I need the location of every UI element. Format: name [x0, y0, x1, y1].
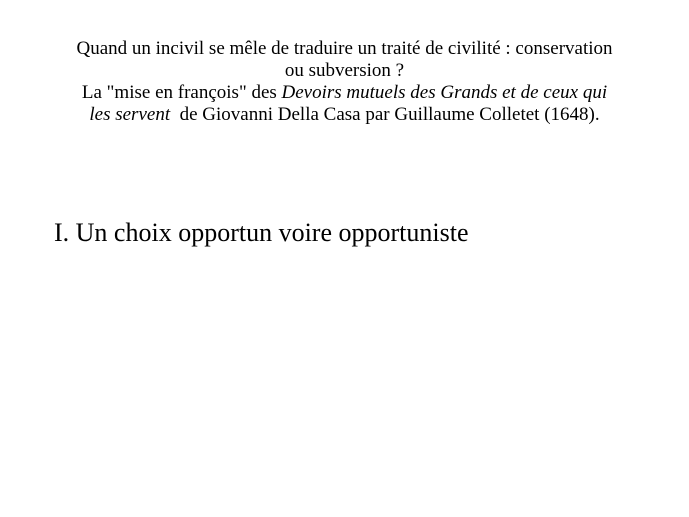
title-line-3-prefix: La "mise en françois" des — [81, 82, 282, 103]
section-heading: I. Un choix opportun voire opportuniste — [54, 218, 469, 247]
slide-title — [20, 38, 669, 126]
title-line-4-suffix: de Giovanni Della Casa par Guillaume Colletet (1648). — [170, 104, 600, 125]
title-line-1: Quand un incivil se mêle de traduire un traité de civilité : conservation — [76, 38, 613, 59]
title-line-2: ou subversion ? — [284, 60, 405, 81]
title-book-name-part-2: les servent — [89, 104, 171, 125]
title-line-4 — [20, 104, 669, 126]
title-book-name-part-1: Devoirs mutuels des Grands et de ceux qui — [281, 82, 608, 103]
title-line-3 — [20, 82, 669, 104]
